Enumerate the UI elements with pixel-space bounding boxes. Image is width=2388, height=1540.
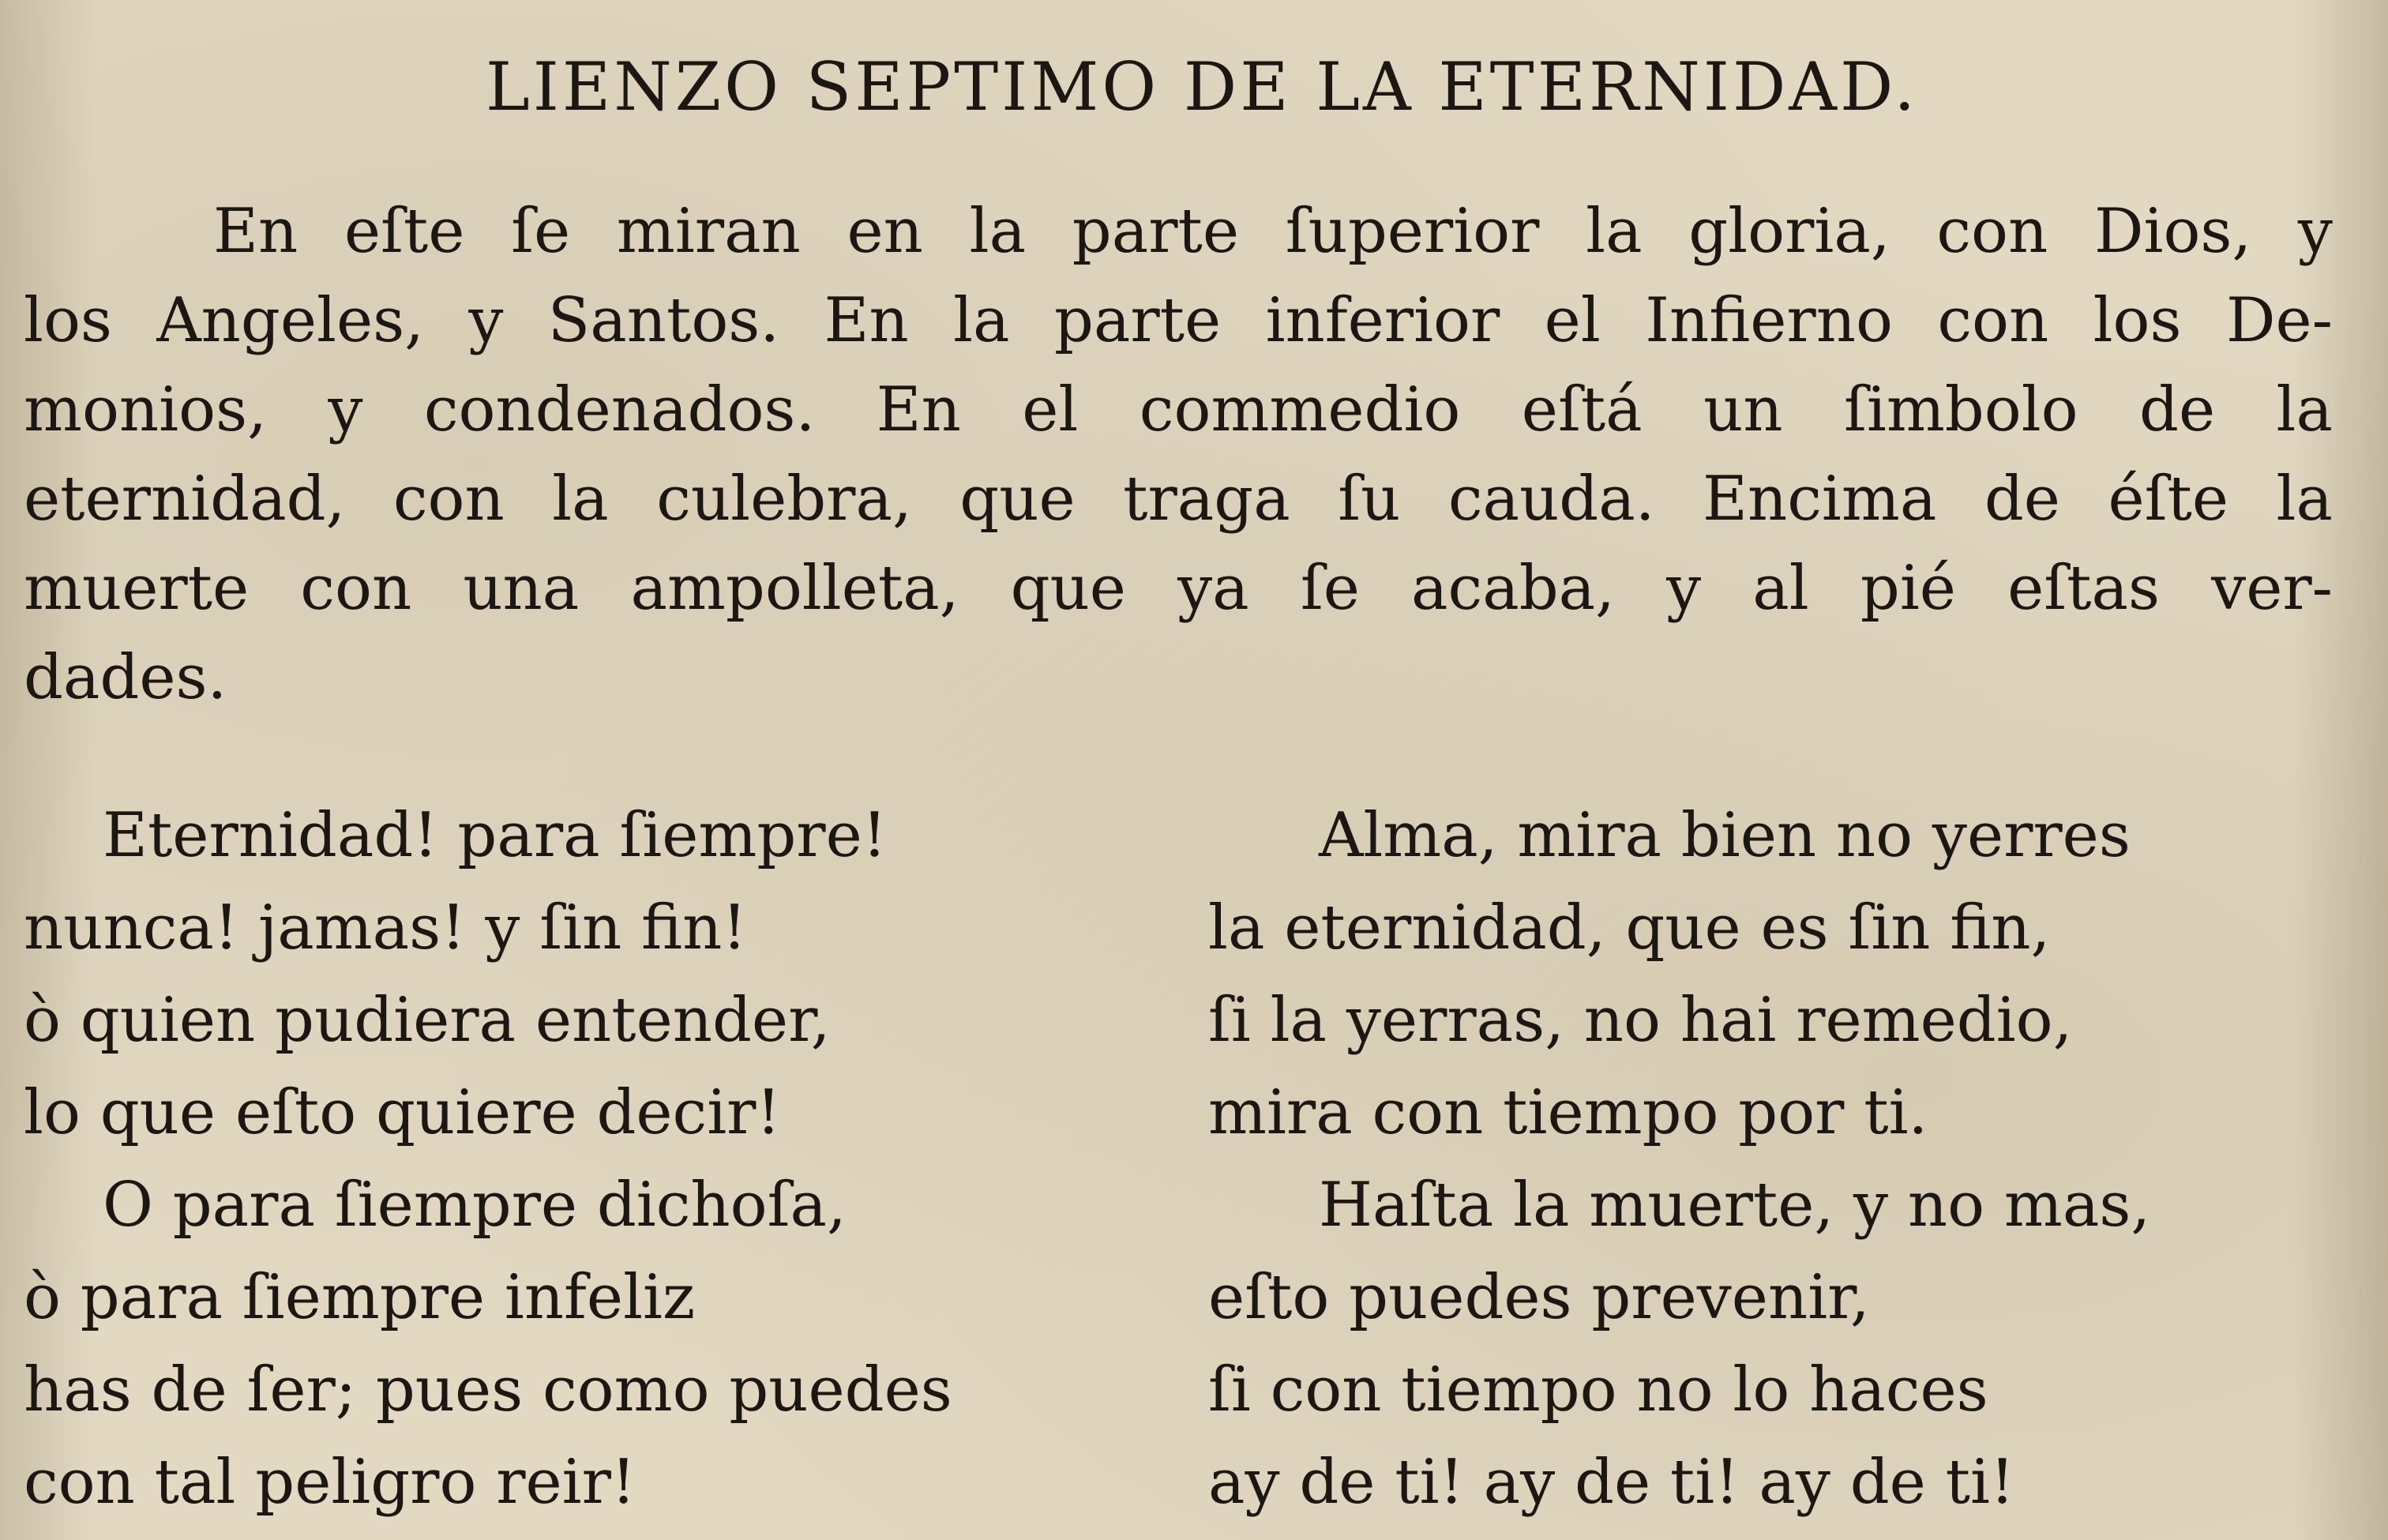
verse-line: Alma, mira bien no yerres [1319,800,2131,871]
prose-line: En eſte ſe miran en la parte ſuperior la gloria, con Dios, y [213,196,2333,267]
verse-line: ò para ſiempre infeliz [24,1262,696,1333]
verse-line: Eternidad! para ſiempre! [103,800,888,871]
prose-line: eternidad, con la culebra, que traga ſu cauda. Encima de éſte la [24,464,2333,535]
prose-line: dades. [24,642,227,713]
verse-line: O para ſiempre dichoſa, [103,1170,847,1241]
verse-line: ſi la yerras, no hai remedio, [1208,985,2073,1056]
verse-column-right [1208,790,2150,1529]
verse-line: con tal peligro reir! [24,1447,636,1518]
prose-paragraph [24,187,2333,723]
verse-line: lo que eſto quiere decir! [24,1077,781,1148]
prose-line: muerte con una ampolleta, que ya ſe acaba, y al pié eſtas ver- [24,553,2333,624]
prose-line: monios, y condenados. En el commedio eſtá un ſimbolo de la [24,374,2333,445]
verse-line: ay de ti! ay de ti! ay de ti! [1208,1447,2015,1518]
verse-line: la eternidad, que es ſin fin, [1208,892,2051,963]
verse-line: nunca! jamas! y ſin fin! [24,892,747,963]
verse-column-left [24,790,952,1529]
verse-line: has de ſer; pues como puedes [24,1354,952,1425]
verse-line: Haſta la muerte, y no mas, [1319,1170,2151,1241]
page-title: LIENZO SEPTIMO DE LA ETERNIDAD. [485,48,1919,126]
verse-line: eſto puedes prevenir, [1208,1262,1870,1333]
verse-line: ò quien pudiera entender, [24,985,831,1056]
prose-line: los Angeles, y Santos. En la parte inferior el Infierno con los De- [24,285,2333,356]
verse-line: mira con tiempo por ti. [1208,1077,1928,1148]
verse-line: ſi con tiempo no lo haces [1208,1354,1988,1425]
